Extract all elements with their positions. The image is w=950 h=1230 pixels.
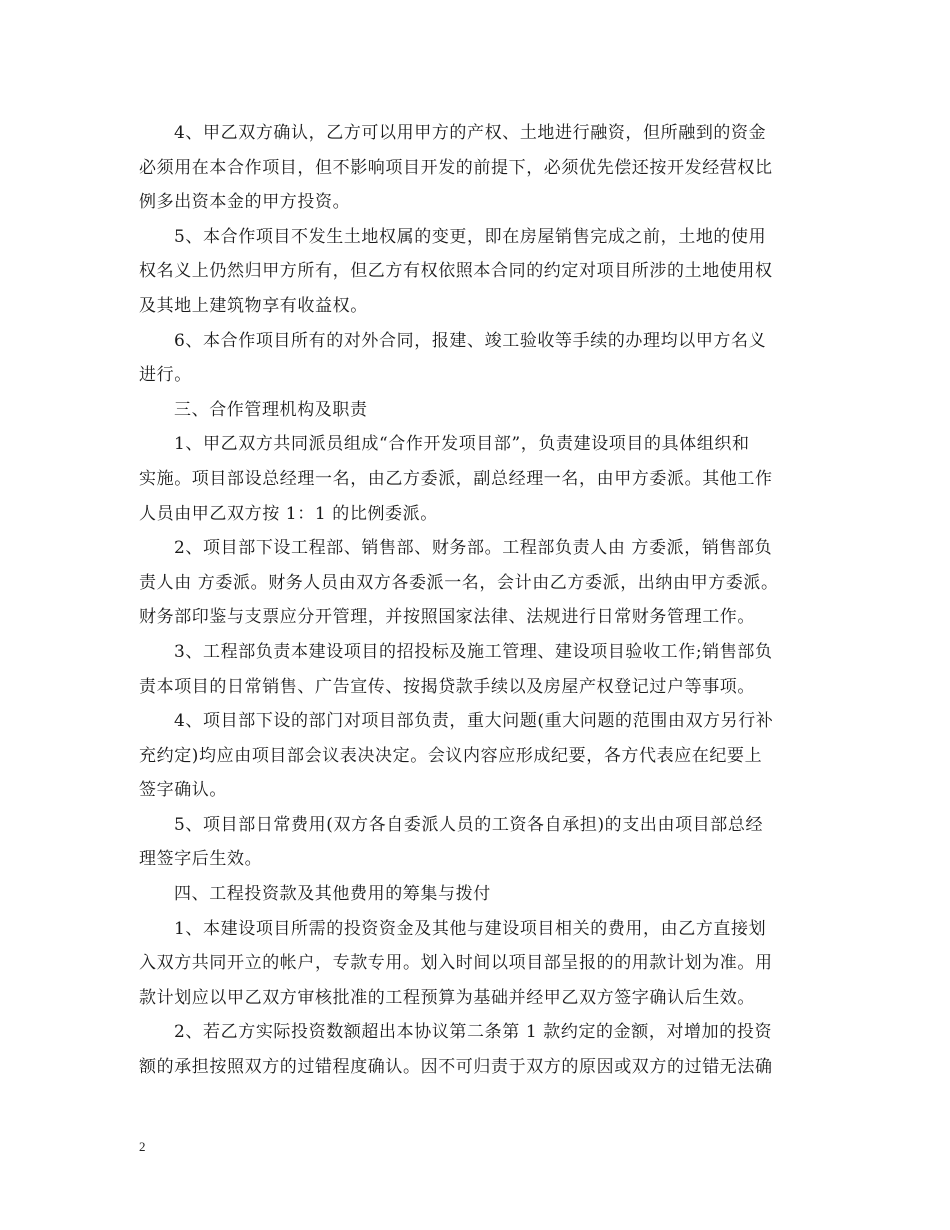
text-line: 责人由 方委派。财务人员由双方各委派一名，会计由乙方委派，出纳由甲方委派。 [139,572,779,593]
paragraph [139,427,814,531]
text-line: 理签字后生效。 [139,849,263,870]
paragraph [139,116,814,220]
paragraph [139,324,814,393]
paragraph [139,808,814,877]
paragraph [139,912,814,1016]
text-line: 财务部印鉴与支票应分开管理，并按照国家法律、法规进行日常财务管理工作。 [139,607,755,628]
text-line: 入双方共同开立的帐户，专款专用。划入时间以项目部呈报的的用款计划为准。用 [139,953,773,974]
text-line: 4、项目部下设的部门对项目部负责，重大问题(重大问题的范围由双方另行补 [174,711,774,732]
text-line: 5、项目部日常费用(双方各自委派人员的工资各自承担)的支出由项目部总经 [174,814,764,835]
text-line: 2、项目部下设工程部、销售部、财务部。工程部负责人由 方委派，销售部负 [174,538,773,559]
paragraph [139,704,814,808]
text-line: 4、甲乙双方确认，乙方可以用甲方的产权、土地进行融资，但所融到的资金 [174,123,767,143]
paragraph [139,635,814,704]
paragraph [139,220,814,324]
text-line: 款计划应以甲乙双方审核批准的工程预算为基础并经甲乙双方签字确认后生效。 [139,987,755,1008]
text-line: 必须用在本合作项目，但不影响项目开发的前提下，必须优先偿还按开发经营权比 [139,157,773,178]
text-line: 6、本合作项目所有的对外合同，报建、竣工验收等手续的办理均以甲方名义 [174,330,767,351]
paragraph [139,531,814,635]
text-line: 三、合作管理机构及职责 [174,399,368,420]
text-line: 1、本建设项目所需的投资资金及其他与建设项目相关的费用，由乙方直接划 [174,918,767,939]
section-heading [139,393,814,428]
text-line: 5、本合作项目不发生土地权属的变更，即在房屋销售完成之前，土地的使用 [174,226,767,247]
text-line: 额的承担按照双方的过错程度确认。因不可归责于双方的原因或双方的过错无法确 [139,1057,773,1078]
text-line: 实施。项目部设总经理一名，由乙方委派，副总经理一名，由甲方委派。其他工作 [139,468,773,489]
text-line: 例多出资本金的甲方投资。 [139,192,351,213]
text-line: 3、工程部负责本建设项目的招投标及施工管理、建设项目验收工作;销售部负 [174,641,773,662]
text-line: 及其地上建筑物享有收益权。 [139,295,368,316]
text-line: 1、甲乙双方共同派员组成“合作开发项目部”，负责建设项目的具体组织和 [174,434,750,455]
paragraph [139,1015,814,1084]
text-line: 权名义上仍然归甲方所有，但乙方有权依照本合同的约定对项目所涉的土地使用权 [139,261,773,282]
text-line: 2、若乙方实际投资数额超出本协议第二条第 1 款约定的金额，对增加的投资 [174,1022,773,1043]
text-line: 四、工程投资款及其他费用的筹集与拨付 [174,884,491,905]
text-line: 签字确认。 [139,780,227,801]
section-heading [139,877,814,912]
text-line: 人员由甲乙双方按 1：1 的比例委派。 [139,503,438,524]
text-line: 进行。 [139,365,192,386]
page-number: 2 [139,1139,146,1154]
text-line: 责本项目的日常销售、广告宣传、按揭贷款手续以及房屋产权登记过户等事项。 [139,676,755,697]
document-body [139,116,814,1085]
text-line: 充约定)均应由项目部会议表决决定。会议内容应形成纪要，各方代表应在纪要上 [139,745,763,766]
